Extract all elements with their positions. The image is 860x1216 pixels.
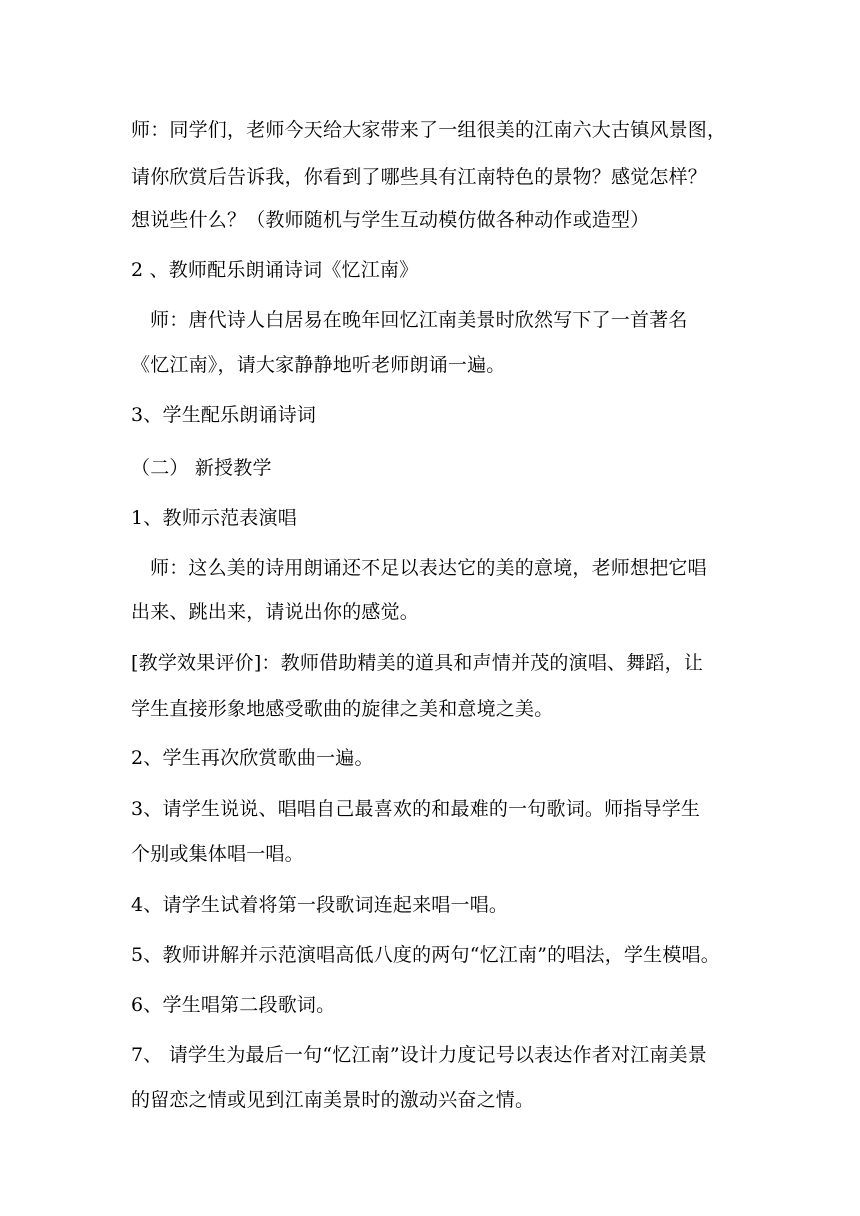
text-line: 学生直接形象地感受歌曲的旋律之美和意境之美。 [131,698,554,720]
text-line: [教学效果评价]：教师借助精美的道具和声情并茂的演唱、舞蹈，让 [131,652,704,674]
text-line: 出来、跳出来，请说出你的感觉。 [131,601,420,623]
text-line: 5、教师讲解并示范演唱高低八度的两句“忆江南”的唱法，学生模唱。 [131,944,720,966]
section-heading: （二） 新授教学 [131,457,272,479]
text-line: 6、学生唱第二段歌词。 [131,994,336,1016]
text-line: 师：同学们，老师今天给大家带来了一组很美的江南六大古镇风景图， [131,119,727,141]
text-line: 的留恋之情或见到江南美景时的激动兴奋之情。 [131,1089,535,1111]
text-line: 3、学生配乐朗诵诗词 [131,404,317,426]
text-line: 个别或集体唱一唱。 [131,843,304,865]
text-line: 2 、教师配乐朗诵诗词《忆江南》 [131,259,419,281]
text-line: 师：这么美的诗用朗诵还不足以表达它的美的意境，老师想把它唱 [150,557,707,579]
text-line: 2、学生再次欣赏歌曲一遍。 [131,747,374,769]
text-line: 想说些什么？（教师随机与学生互动模仿做各种动作或造型） [131,209,650,231]
text-line: 3、请学生说说、唱唱自己最喜欢的和最难的一句歌词。师指导学生 [131,798,701,820]
text-line: 师：唐代诗人白居易在晚年回忆江南美景时欣然写下了一首著名 [150,309,688,331]
text-line: 7、 请学生为最后一句“忆江南”设计力度记号以表达作者对江南美景 [131,1044,707,1066]
text-line: 《忆江南》，请大家静静地听老师朗诵一遍。 [131,354,506,376]
text-line: 请你欣赏后告诉我，你看到了哪些具有江南特色的景物？感觉怎样？ [131,166,708,188]
text-line: 4、请学生试着将第一段歌词连起来唱一唱。 [131,894,509,916]
text-line: 1、教师示范表演唱 [131,507,297,529]
